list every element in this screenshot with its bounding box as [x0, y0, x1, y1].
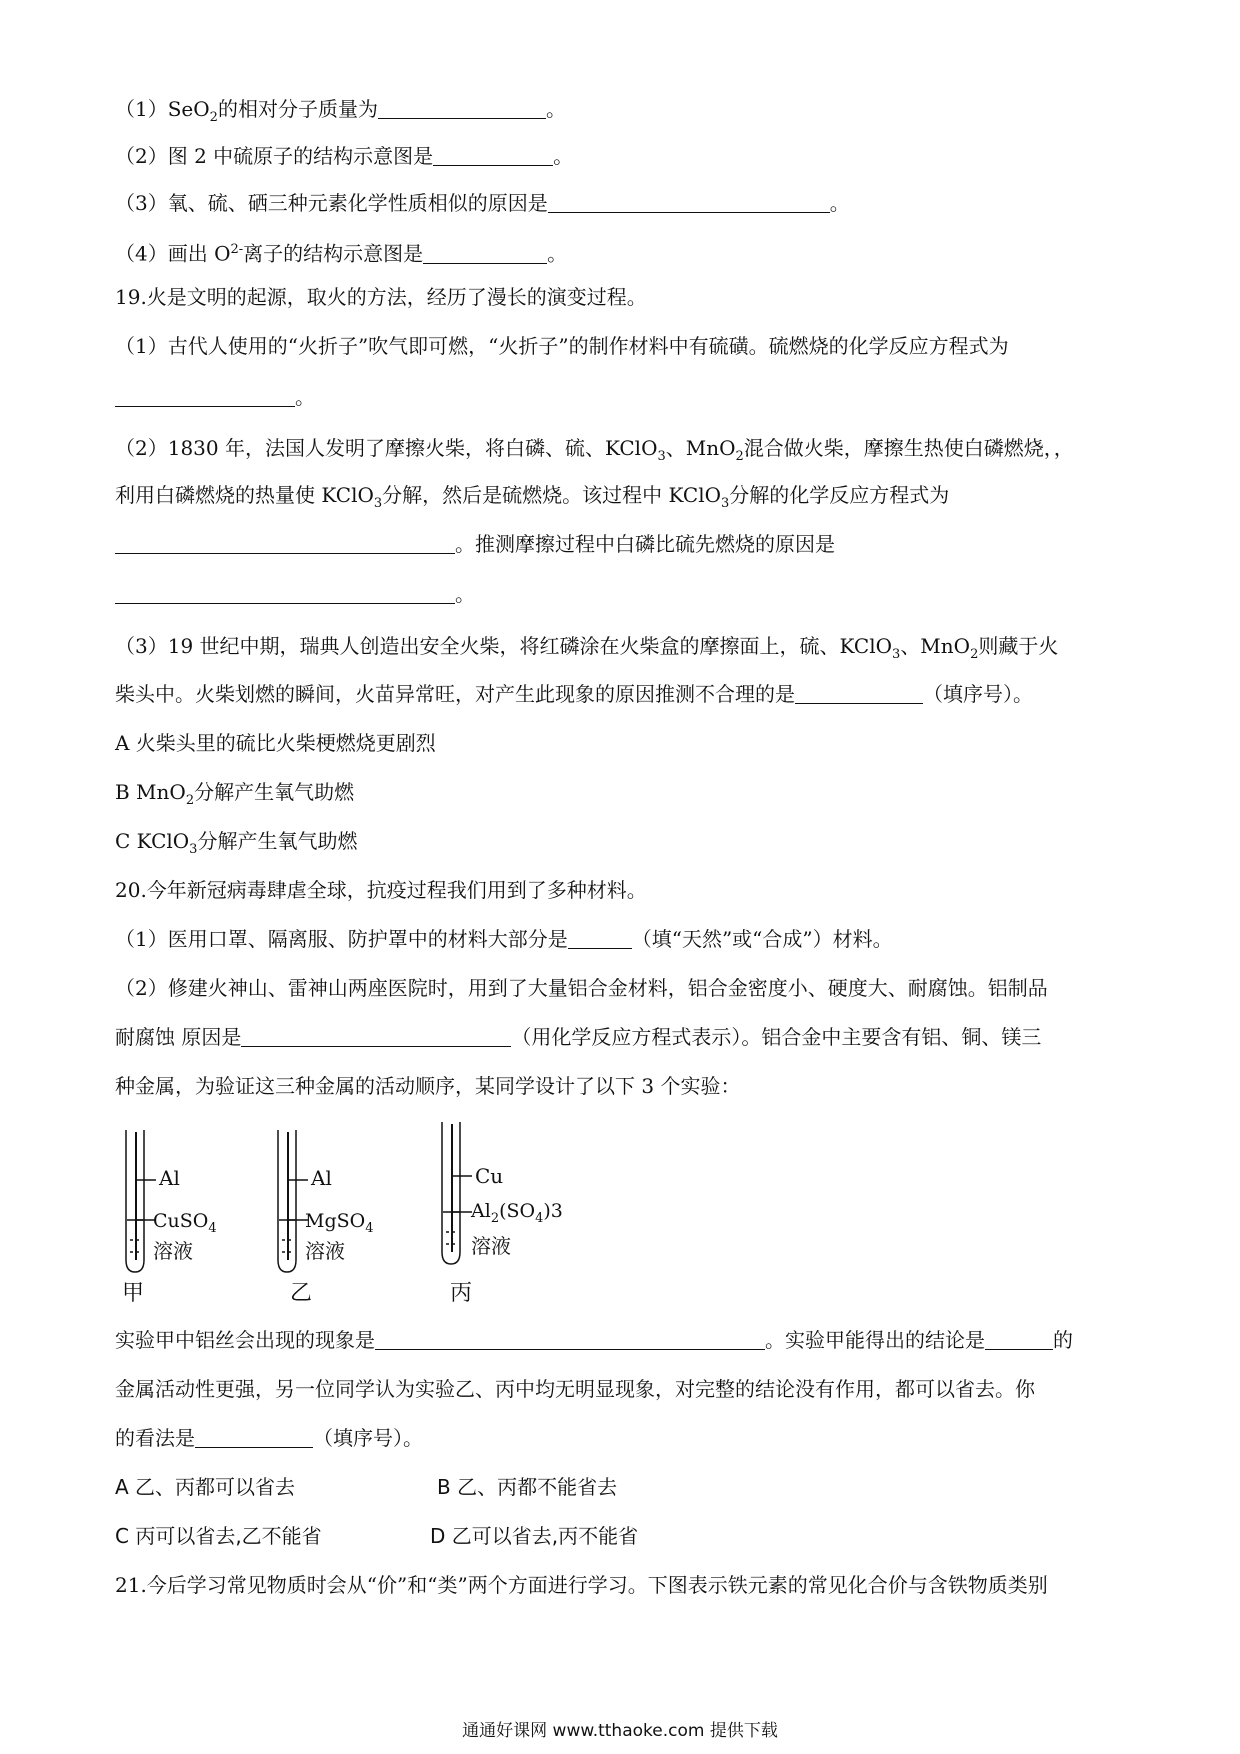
q19-part2: （2）1830 年，法国人发明了摩擦火柴，将白磷、硫、KClO$_3$、MnO$_2$混合做火柴，摩擦生热使白磷燃烧，，	[115, 436, 1074, 464]
answer-blank[interactable]	[378, 98, 546, 119]
answer-blank[interactable]	[548, 192, 830, 213]
q19-part2-line2: 利用白磷燃烧的热量使 KClO$_3$分解，然后是硫燃烧。该过程中 KClO$_3$分解的化学反应方程式为	[115, 483, 950, 511]
answer-blank[interactable]	[795, 683, 923, 704]
q19-part3: （3）19 世纪中期，瑞典人创造出安全火柴，将红磷涂在火柴盒的摩擦面上，硫、KClO$_3$、MnO$_2$则藏于火	[115, 634, 1059, 662]
tube-2-solution: MgSO$_4$	[305, 1210, 374, 1236]
q19-option-c: C KClO$_3$分解产生氧气助燃	[115, 829, 358, 857]
q20-option-d: D 乙可以省去,丙不能省	[430, 1524, 639, 1548]
q19-part1-answer: 。	[115, 383, 315, 411]
q19-part2-line3: 。推测摩擦过程中白磷比硫先燃烧的原因是	[115, 530, 835, 558]
q19-part2-line4: 。	[115, 580, 475, 608]
q20-title: 20.今年新冠病毒肆虐全球，抗疫过程我们用到了多种材料。	[115, 878, 647, 902]
q19-title: 19.火是文明的起源，取火的方法，经历了漫长的演变过程。	[115, 285, 647, 309]
tube-3-name: 丙	[450, 1281, 473, 1306]
q20-part2-line3: 种金属，为验证这三种金属的活动顺序，某同学设计了以下 3 个实验：	[115, 1074, 741, 1098]
q21-title: 21.今后学习常见物质时会从“价”和“类”两个方面进行学习。下图表示铁元素的常见化合价与含铁物质类别	[115, 1573, 1048, 1597]
q20-option-a: A 乙、丙都可以省去	[115, 1475, 296, 1499]
answer-blank[interactable]	[241, 1026, 511, 1047]
q19-part3-line2: 柴头中。火柴划燃的瞬间，火苗异常旺，对产生此现象的原因推测不合理的是 （填序号）。	[115, 682, 1033, 706]
q18-part3: （3）氧、硫、硒三种元素化学性质相似的原因是 。	[115, 191, 850, 215]
q20-option-c: C 丙可以省去,乙不能省	[115, 1524, 322, 1548]
answer-blank[interactable]	[375, 1329, 765, 1350]
tube-3-solution: $Al_2(SO_4)3$	[471, 1200, 563, 1226]
answer-blank[interactable]	[423, 243, 547, 264]
tube-1-metal: Al	[159, 1166, 180, 1190]
q20-experiment-line3: 的看法是 （填序号）。	[115, 1426, 423, 1450]
tube-1-name: 甲	[122, 1281, 145, 1306]
answer-blank[interactable]	[568, 928, 632, 949]
q20-part1: （1）医用口罩、隔离服、防护罩中的材料大部分是 （填“天然”或“合成”）材料。	[115, 927, 893, 951]
q18-part4: （4）画出 $O^{2-}$离子的结构示意图是 。	[115, 241, 568, 266]
answer-blank[interactable]	[985, 1329, 1053, 1350]
tube-2-solution-word: 溶液	[305, 1239, 345, 1263]
answer-blank[interactable]	[115, 386, 295, 407]
q19-option-a: A 火柴头里的硫比火柴梗燃烧更剧烈	[115, 731, 436, 755]
q19-option-b: B MnO$_2$分解产生氧气助燃	[115, 780, 355, 808]
answer-blank[interactable]	[115, 583, 455, 604]
tube-1-solution-word: 溶液	[153, 1239, 193, 1263]
q18-part1: （1）SeO$_2$的相对分子质量为 。	[115, 97, 566, 125]
answer-blank[interactable]	[115, 533, 455, 554]
q20-option-b: B 乙、丙都不能省去	[437, 1475, 618, 1499]
tube-2-metal: Al	[311, 1166, 332, 1190]
q20-part2-line2: 耐腐蚀 原因是 （用化学反应方程式表示）。铝合金中主要含有铝、铜、镁三	[115, 1025, 1042, 1049]
answer-blank[interactable]	[195, 1427, 313, 1448]
q20-part2: （2）修建火神山、雷神山两座医院时，用到了大量铝合金材料，铝合金密度小、硬度大、耐腐蚀。铝制品	[115, 976, 1048, 1000]
tube-2-name: 乙	[290, 1281, 313, 1306]
tube-1-solution: CuSO$_4$	[153, 1210, 217, 1236]
tube-3-metal: Cu	[475, 1164, 504, 1188]
answer-blank[interactable]	[433, 145, 553, 166]
q20-experiment-line1: 实验甲中铝丝会出现的现象是 。实验甲能得出的结论是 的	[115, 1328, 1073, 1352]
footer-credit: 通通好课网 www.tthaoke.com 提供下载	[462, 1721, 778, 1741]
q19-part1: （1）古代人使用的“火折子”吹气即可燃，“火折子”的制作材料中有硫磺。硫燃烧的化学反应方程式为	[115, 334, 1009, 358]
q20-experiment-line2: 金属活动性更强，另一位同学认为实验乙、丙中均无明显现象，对完整的结论没有作用，都可以省去。你	[115, 1377, 1035, 1401]
q18-part2: （2）图 2 中硫原子的结构示意图是 。	[115, 144, 574, 168]
tube-3-solution-word: 溶液	[471, 1234, 511, 1258]
